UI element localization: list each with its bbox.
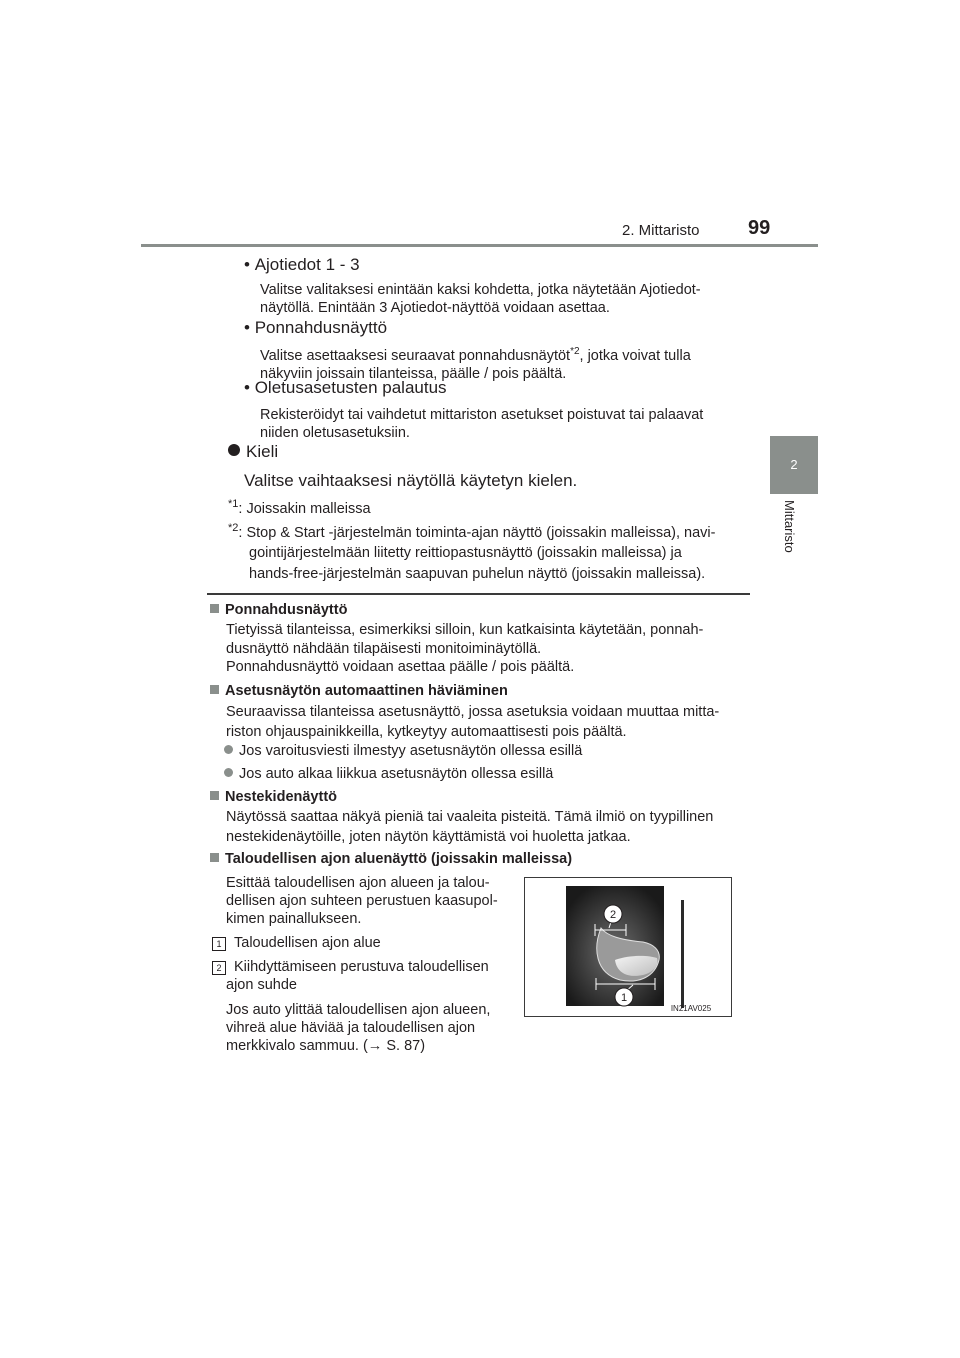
footnote-2-line-3: hands-free-järjestelmän saapuvan puhelun näyttö (joissakin malleissa). [249, 566, 706, 582]
page-number: 99 [748, 217, 771, 239]
callout-2-label: 2 [609, 909, 617, 921]
square-bullet-icon [210, 604, 219, 613]
figure-code: IN21AV025 [670, 1004, 712, 1013]
footnote-2-line-2: gointijärjestelmään liitetty reittiopastusnäyttö (joissakin malleissa) ja [249, 545, 682, 561]
square-bullet-icon [210, 853, 219, 862]
section-auto-off-title: Asetusnäytön automaattinen häviäminen [210, 682, 508, 700]
display-edge [681, 900, 684, 1008]
section-popup-body: Tietyissä tilanteissa, esimerkiksi silloin, kun katkaisinta käytetään, ponnah- dusnäyttö nähdään tilapäisesti monitoiminäytöllä. Ponnahdusnäyttö voidaan asettaa päälle / pois päältä. [226, 622, 704, 675]
section-eco-title: Taloudellisen ajon aluenäyttö (joissakin malleissa) [210, 850, 572, 868]
eco-zone-figure [524, 877, 732, 1017]
footnote-1: $^{*1}$: Joissakin malleissa [228, 498, 371, 517]
bullet-icon [224, 745, 233, 754]
square-bullet-icon [210, 791, 219, 800]
footnote-2: $^{*2}$: Stop & Start -järjestelmän toiminta-ajan näyttö (joissakin malleissa), navi- [228, 522, 716, 541]
list-item: Jos varoitusviesti ilmestyy asetusnäytön ollessa esillä [224, 742, 582, 760]
setting-item-trip-info: • Ajotiedot 1 - 3 [244, 255, 360, 274]
eco-zone-illustration [525, 878, 731, 1016]
setting-item-reset: • Oletusasetusten palautus [244, 378, 447, 397]
setting-item-reset-desc: Rekisteröidyt tai vaihdetut mittariston asetukset poistuvat tai palaavat niiden oletusasetuksiin. [260, 407, 704, 441]
square-bullet-icon [210, 685, 219, 694]
list-item: Jos auto alkaa liikkua asetusnäytön ollessa esillä [224, 765, 553, 783]
section-lcd-body: Näytössä saattaa näkyä pieniä tai vaaleita pisteitä. Tämä ilmiö on tyypillinen nestekidenäytöille, joten näytön käyttämistä voi huoletta jatkaa. [226, 809, 714, 845]
callout-1-label: 1 [620, 992, 628, 1004]
eco-item-2: 2 Kiihdyttämiseen perustuva taloudellisen [212, 958, 489, 976]
chapter-tab-label: Mittaristo [782, 500, 797, 553]
section-eco-note: Jos auto ylittää taloudellisen ajon alueen, vihreä alue häviää ja taloudellisen ajon merkkivalo sammuu. (→ S. 87) [226, 1002, 491, 1054]
callout-number: 2 [212, 961, 226, 975]
bullet-icon [228, 444, 240, 456]
chapter-title: 2. Mittaristo [622, 222, 700, 239]
setting-item-trip-info-desc: Valitse valitaksesi enintään kaksi kohdetta, jotka näytetään Ajotiedot- näytöllä. Enintään 3 Ajotiedot-näyttöä voidaan asettaa. [260, 282, 701, 316]
setting-item-popup-desc: Valitse asettaaksesi seuraavat ponnahdusnäytöt$^{*2}$, jotka voivat tulla näkyviin joissain tilanteissa, päälle / pois päältä. [260, 346, 691, 382]
setting-item-popup: • Ponnahdusnäyttö [244, 318, 388, 337]
bullet-icon [224, 768, 233, 777]
header-divider [141, 244, 818, 247]
section-eco-intro: Esittää taloudellisen ajon alueen ja talou- dellisen ajon suhteen perustuen kaasupol- kimen painallukseen. [226, 875, 498, 927]
setting-language-desc: Valitse vaihtaaksesi näytöllä käytetyn kielen. [244, 471, 578, 490]
section-divider [207, 593, 750, 595]
eco-item-1: 1 Taloudellisen ajon alue [212, 934, 381, 952]
setting-language: Kieli [228, 442, 278, 462]
section-auto-off-body: Seuraavissa tilanteissa asetusnäyttö, jossa asetuksia voidaan muuttaa mitta- riston ohjauspainikkeilla, kytkeytyy automaattisesti pois päältä. [226, 704, 720, 740]
callout-number: 1 [212, 937, 226, 951]
chapter-tab: 2 [770, 436, 818, 494]
section-popup-title: Ponnahdusnäyttö [210, 601, 347, 619]
section-lcd-title: Nestekidenäyttö [210, 788, 337, 806]
eco-item-2-cont: ajon suhde [226, 977, 297, 993]
